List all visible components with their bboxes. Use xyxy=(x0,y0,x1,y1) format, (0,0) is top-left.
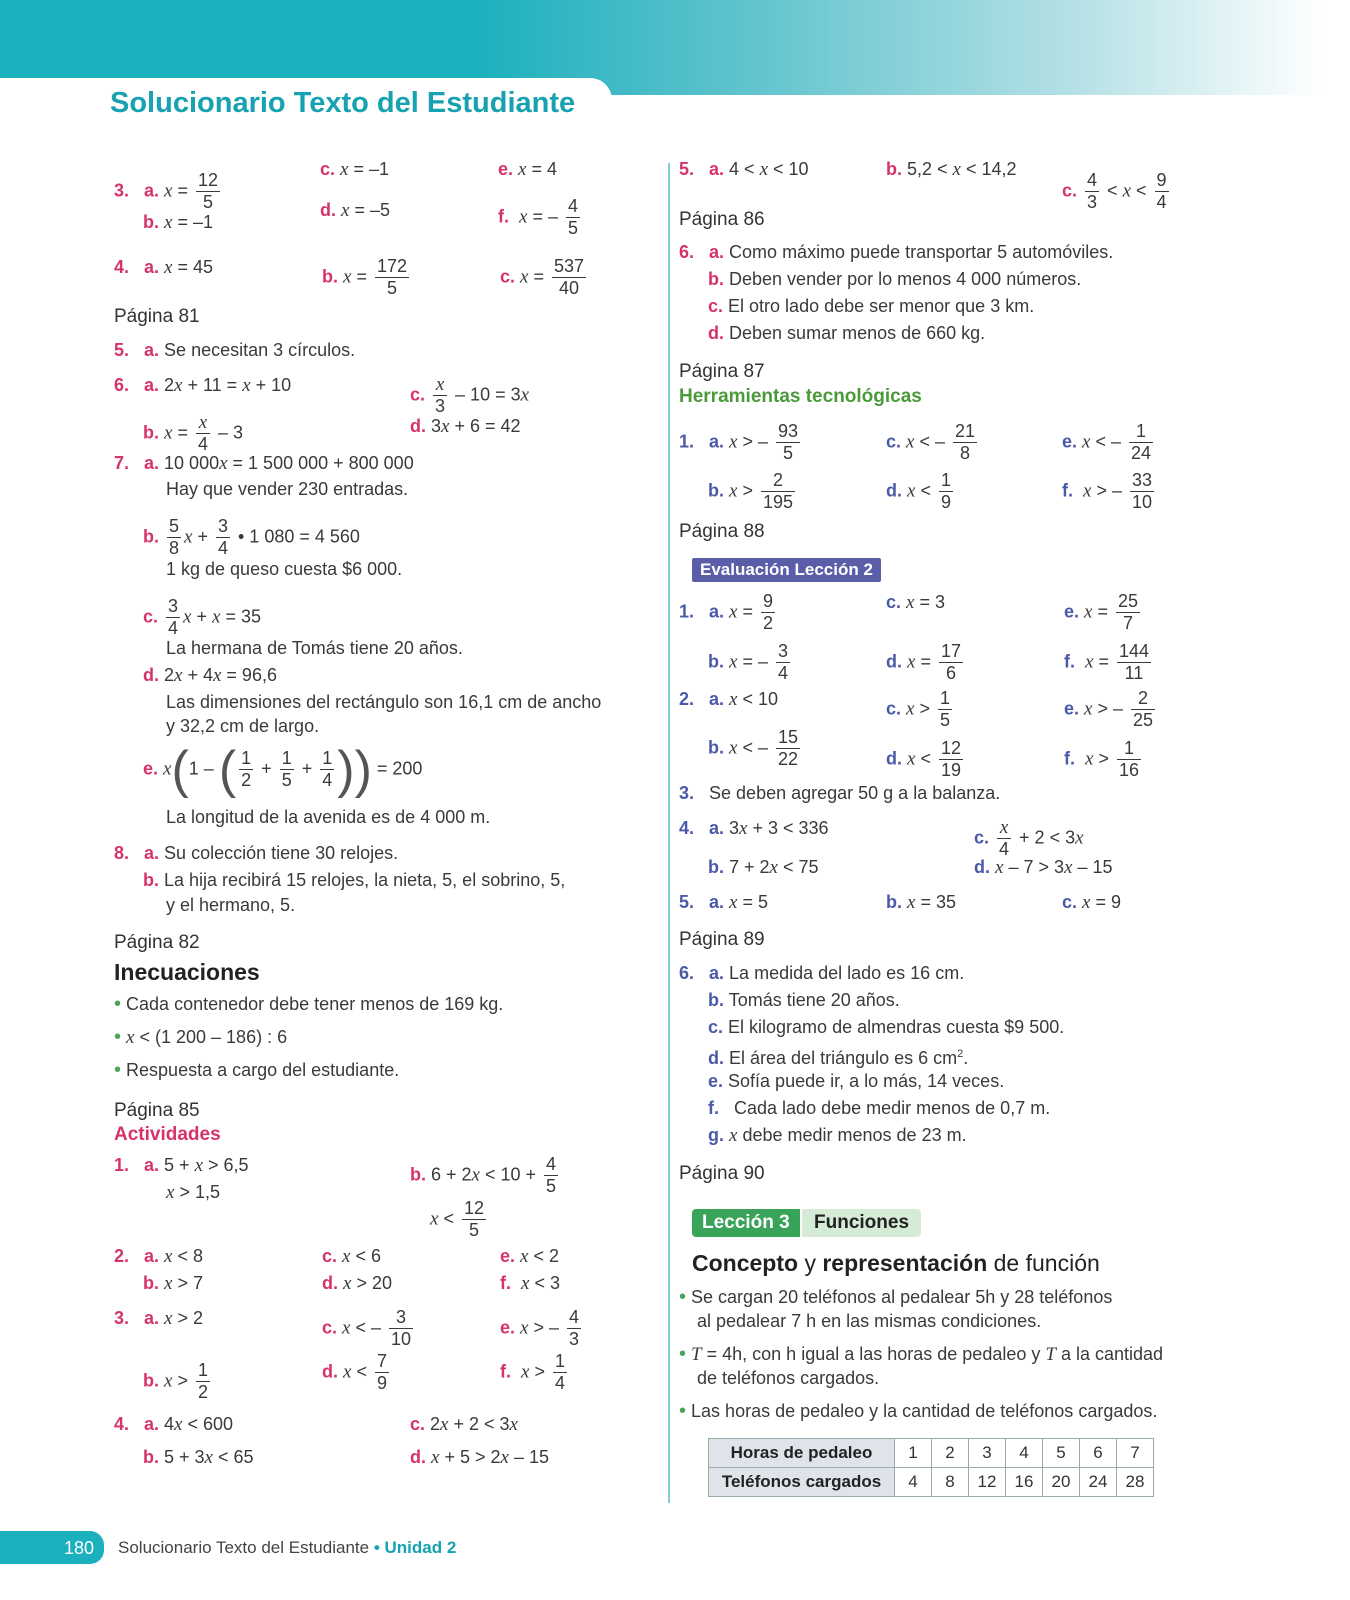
ex3-c: c. x = –1 xyxy=(320,159,390,180)
ev2-e: e. x > – $\frac{2}{25}$ xyxy=(1064,688,1154,730)
act2-f: f. x < 3 xyxy=(500,1273,560,1294)
p89-d: d. El área del triángulo es 6 $cm^2$. xyxy=(708,1048,969,1068)
r6-c: c. El otro lado debe ser menor que 3 km. xyxy=(708,296,1035,316)
page-title: Solucionario Texto del Estudiante xyxy=(110,87,576,119)
r6-b: b. Deben vender por lo menos 4 000 números. xyxy=(708,269,1082,289)
act1-a: 1. a. 5 + x > 6,5 xyxy=(114,1155,249,1176)
ex7-b: b. $\frac{5}{8}$ x + $\frac{3}{4}$ • 1 080 = 4 560 xyxy=(143,516,360,558)
page-label-82: Página 82 xyxy=(114,932,200,953)
ex3-b: b. x = –1 xyxy=(143,212,213,233)
column-divider xyxy=(668,163,670,1503)
ex8-b-cont: y el hermano, 5. xyxy=(166,895,296,915)
page-label-87: Página 87 xyxy=(679,361,765,382)
act2-d: d. x > 20 xyxy=(322,1273,392,1294)
ev5-b: b. x = 35 xyxy=(886,892,956,913)
page-label-86: Página 86 xyxy=(679,209,765,230)
ex6-a: 6. a. 2x + 11 = x + 10 xyxy=(114,375,292,396)
act2-e: e. x < 2 xyxy=(500,1246,559,1267)
ex7-c-answer: La hermana de Tomás tiene 20 años. xyxy=(166,638,463,658)
ex4-b: b. x = $\frac{172}{5}$ xyxy=(322,256,408,298)
ev3: 3. Se deben agregar 50 g a la balanza. xyxy=(679,783,1001,803)
ev2-a: 2. a. x < 10 xyxy=(679,689,779,710)
table-cell: 8 xyxy=(932,1468,969,1497)
ex7-d-answer-2: y 32,2 cm de largo. xyxy=(166,716,320,736)
p89-c: c. El kilogramo de almendras cuesta $9 500. xyxy=(708,1017,1065,1037)
ev1-a: 1. a. x = $\frac{9}{2}$ xyxy=(679,591,774,633)
table-cell: 28 xyxy=(1117,1468,1154,1497)
ex6-d: d. 3x + 6 = 42 xyxy=(410,416,521,437)
ex7-d-answer-1: Las dimensiones del rectángulo son 16,1 cm de ancho xyxy=(166,692,602,712)
r6-a: 6. a. Como máximo puede transportar 5 automóviles. xyxy=(679,242,1114,262)
bullet-2: • x < (1 200 – 186) : 6 xyxy=(114,1026,288,1048)
ex7-e: e. x(1 – ( $\frac{1}{2}$ + $\frac{1}{5}$ + $\frac{1}{4}$ )) = 200 xyxy=(143,740,423,799)
table-cell: 5 xyxy=(1043,1439,1080,1468)
ex7-a: 7. a. 10 000x = 1 500 000 + 800 000 xyxy=(114,453,414,474)
act2-b: b. x > 7 xyxy=(143,1273,203,1294)
act3-c: c. x < – $\frac{3}{10}$ xyxy=(322,1307,412,1349)
ev4-c: c. $\frac{x}{4}$ + 2 < 3x xyxy=(974,817,1084,859)
value-table xyxy=(708,1438,1154,1497)
p89-b: b. Tomás tiene 20 años. xyxy=(708,990,900,1010)
act4-b: b. 5 + 3x < 65 xyxy=(143,1447,254,1468)
heading-herramientas: Herramientas tecnológicas xyxy=(679,386,922,407)
page-label-81: Página 81 xyxy=(114,306,200,327)
ev4-a: 4. a. 3x + 3 < 336 xyxy=(679,818,829,839)
heading-inecuaciones: Inecuaciones xyxy=(114,959,260,985)
ex7-e-answer: La longitud de la avenida es de 4 000 m. xyxy=(166,807,491,827)
page-label-90: Página 90 xyxy=(679,1163,765,1184)
page-label-89: Página 89 xyxy=(679,929,765,950)
ex3-e: e. x = 4 xyxy=(498,159,557,180)
ex7-d: d. 2x + 4x = 96,6 xyxy=(143,665,277,686)
act2-c: c. x < 6 xyxy=(322,1246,381,1267)
page-number: 180 xyxy=(64,1538,95,1558)
r5-b: b. 5,2 < x < 14,2 xyxy=(886,159,1017,180)
act1-b: b. 6 + 2x < 10 + $\frac{4}{5}$ xyxy=(410,1154,557,1196)
table-cell: 16 xyxy=(1006,1468,1043,1497)
ev2-d: d. x < $\frac{12}{19}$ xyxy=(886,738,961,780)
p89-a: 6. a. La medida del lado es 16 cm. xyxy=(679,963,965,983)
p90-bullet-1: • Se cargan 20 teléfonos al pedalear 5h y 28 teléfonos xyxy=(679,1286,1113,1308)
p90-bullet-1-cont: al pedalear 7 h en las mismas condiciones. xyxy=(697,1311,1042,1331)
table-row-phones xyxy=(709,1468,1154,1497)
h1-f: f. x > – $\frac{33}{10}$ xyxy=(1062,470,1153,512)
r5-c: c. $\frac{4}{3}$ < x < $\frac{9}{4}$ xyxy=(1062,170,1167,212)
p90-bullet-2-cont: de teléfonos cargados. xyxy=(697,1368,880,1388)
act3-d: d. x < $\frac{7}{9}$ xyxy=(322,1351,387,1393)
ex5-a: 5. a. Se necesitan 3 círculos. xyxy=(114,340,356,360)
row-label-hours: Horas de pedaleo xyxy=(709,1439,895,1468)
table-row-hours xyxy=(709,1439,1154,1468)
ex6-b: b. x = $\frac{x}{4}$ – 3 xyxy=(143,412,244,454)
ex7-b-answer: 1 kg de queso cuesta $6 000. xyxy=(166,559,403,579)
h1-a: 1. a. x > – $\frac{93}{5}$ xyxy=(679,421,799,463)
ex8-a: 8. a. Su colección tiene 30 relojes. xyxy=(114,843,399,863)
bullet-1: • Cada contenedor debe tener menos de 169 kg. xyxy=(114,993,504,1015)
ex3-d: d. x = –5 xyxy=(320,200,390,221)
table-cell: 24 xyxy=(1080,1468,1117,1497)
ev5-a: 5. a. x = 5 xyxy=(679,892,769,913)
p90-bullet-2: • T = 4h, con h igual a las horas de pedaleo y T a la cantidad xyxy=(679,1343,1164,1365)
ev1-e: e. x = $\frac{25}{7}$ xyxy=(1064,591,1139,633)
act3-a: 3. a. x > 2 xyxy=(114,1308,204,1329)
act4-d: d. x + 5 > 2x – 15 xyxy=(410,1447,549,1468)
table-cell: 4 xyxy=(895,1468,932,1497)
act1-a-2: x > 1,5 xyxy=(166,1182,220,1203)
ev4-b: b. 7 + 2x < 75 xyxy=(708,857,819,878)
leccion-badge: Lección 3 xyxy=(692,1209,800,1237)
p90-bullet-3: • Las horas de pedaleo y la cantidad de teléfonos cargados. xyxy=(679,1400,1158,1422)
r6-d: d. Deben sumar menos de 660 kg. xyxy=(708,323,986,343)
h1-c: c. x < – $\frac{21}{8}$ xyxy=(886,421,976,463)
ev2-b: b. x < – $\frac{15}{22}$ xyxy=(708,727,799,769)
ex8-b: b. La hija recibirá 15 relojes, la nieta, 5, el sobrino, 5, xyxy=(143,870,566,890)
bullet-3: • Respuesta a cargo del estudiante. xyxy=(114,1059,400,1081)
p89-g: g. x debe medir menos de 23 m. xyxy=(708,1125,967,1146)
ev1-c: c. x = 3 xyxy=(886,592,945,613)
table-cell: 1 xyxy=(895,1439,932,1468)
ex4-c: c. x = $\frac{537}{40}$ xyxy=(500,256,585,298)
act3-f: f. x > $\frac{1}{4}$ xyxy=(500,1351,565,1393)
r5-a: 5. a. 4 < x < 10 xyxy=(679,159,809,180)
h1-b: b. x > $\frac{2}{195}$ xyxy=(708,470,794,512)
ev5-c: c. x = 9 xyxy=(1062,892,1121,913)
footer-text: Solucionario Texto del Estudiante • Unidad 2 xyxy=(118,1538,457,1557)
act4-a: 4. a. 4x < 600 xyxy=(114,1414,234,1435)
evaluacion-badge: Evaluación Lección 2 xyxy=(692,558,881,582)
act3-e: e. x > – $\frac{4}{3}$ xyxy=(500,1307,580,1349)
page-label-88: Página 88 xyxy=(679,521,765,542)
p89-f: f. Cada lado debe medir menos de 0,7 m. xyxy=(708,1098,1051,1118)
ev1-d: d. x = $\frac{17}{6}$ xyxy=(886,641,961,683)
act4-c: c. 2x + 2 < 3x xyxy=(410,1414,518,1435)
ex7-c: c. $\frac{3}{4}$ x + x = 35 xyxy=(143,596,261,638)
section-heading: Concepto y representación de función xyxy=(692,1250,1100,1276)
ex6-c: c. $\frac{x}{3}$ – 10 = 3x xyxy=(410,374,530,416)
table-cell: 3 xyxy=(969,1439,1006,1468)
h1-d: d. x < $\frac{1}{9}$ xyxy=(886,470,951,512)
ev2-f: f. x > $\frac{1}{16}$ xyxy=(1064,738,1139,780)
ex4-a: 4. a. x = 45 xyxy=(114,257,214,278)
ev1-f: f. x = $\frac{144}{11}$ xyxy=(1064,641,1150,683)
ev4-d: d. x – 7 > 3x – 15 xyxy=(974,857,1113,878)
act3-b: b. x > $\frac{1}{2}$ xyxy=(143,1360,208,1402)
ev2-c: c. x > $\frac{1}{5}$ xyxy=(886,688,950,730)
funciones-badge: Funciones xyxy=(802,1209,921,1237)
table-cell: 12 xyxy=(969,1468,1006,1497)
row-label-phones: Teléfonos cargados xyxy=(709,1468,895,1497)
table-cell: 4 xyxy=(1006,1439,1043,1468)
heading-actividades: Actividades xyxy=(114,1124,221,1145)
act2-a: 2. a. x < 8 xyxy=(114,1246,204,1267)
ex7-a-answer: Hay que vender 230 entradas. xyxy=(166,479,409,499)
table-cell: 7 xyxy=(1117,1439,1154,1468)
page-label-85: Página 85 xyxy=(114,1100,200,1121)
h1-e: e. x < – $\frac{1}{24}$ xyxy=(1062,421,1152,463)
ev1-b: b. x = – $\frac{3}{4}$ xyxy=(708,641,788,683)
ex3-a: 3. a. x = $\frac{12}{5}$ xyxy=(114,170,219,212)
ex3-f: f. x = – $\frac{4}{5}$ xyxy=(498,196,578,238)
table-cell: 6 xyxy=(1080,1439,1117,1468)
table-cell: 20 xyxy=(1043,1468,1080,1497)
act1-b-2: x < $\frac{12}{5}$ xyxy=(430,1198,484,1240)
table-cell: 2 xyxy=(932,1439,969,1468)
p89-e: e. Sofía puede ir, a lo más, 14 veces. xyxy=(708,1071,1005,1091)
